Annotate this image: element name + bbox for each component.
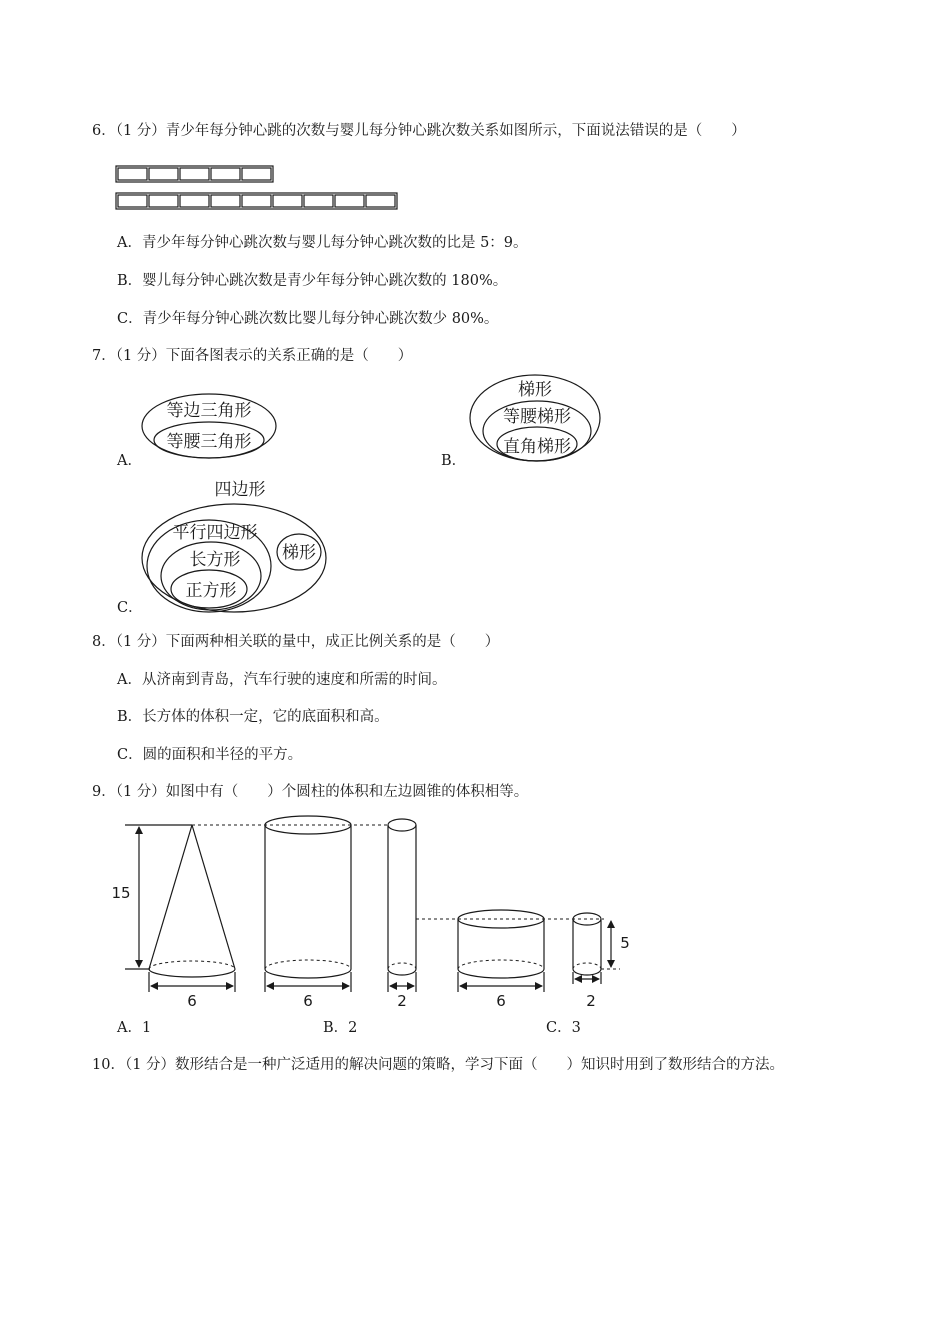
venn-c-rectangle-label: 长方形 (189, 550, 241, 570)
cylinder-4-base-label: 2 (586, 992, 596, 1010)
cylinder-2 (388, 819, 416, 975)
cylinder-3 (458, 910, 544, 978)
q6-option-c[interactable]: C．青少年每分钟心跳次数比婴儿每分钟心跳次数少 80%。 (117, 311, 499, 327)
q6-option-b[interactable]: B．婴儿每分钟心跳次数是青少年每分钟心跳次数的 180%。 (117, 273, 508, 289)
q9-option-a[interactable]: A．1 (117, 1020, 152, 1036)
q7-option-a-letter[interactable]: A． (117, 453, 142, 469)
q6-option-a[interactable]: A．青少年每分钟心跳次数与婴儿每分钟心跳次数的比是 5：9。 (117, 235, 528, 251)
q6-stem: 6．（1 分）青少年每分钟心跳的次数与婴儿每分钟心跳次数关系如图所示，下面说法错误的是（ ） (92, 123, 746, 139)
cylinder-4 (573, 913, 601, 975)
cone-base-label: 6 (187, 992, 197, 1010)
venn-a-inner-label: 等腰三角形 (166, 432, 252, 452)
small-cylinder-height-label: 5 (620, 934, 630, 952)
venn-c-outer-label: 四边形 (214, 480, 266, 500)
venn-a-outer-label: 等边三角形 (166, 401, 252, 421)
venn-c-parallelogram-label: 平行四边形 (172, 523, 258, 543)
venn-c-trapezoid-label: 梯形 (282, 543, 316, 563)
q8-stem: 8．（1 分）下面两种相关联的量中，成正比例关系的是（ ） (92, 634, 500, 650)
q10-stem: 10．（1 分）数形结合是一种广泛适用的解决问题的策略，学习下面（ ）知识时用到了数形结合的方法。 (92, 1057, 785, 1073)
q9-option-b[interactable]: B．2 (323, 1020, 358, 1036)
q7-option-c-letter[interactable]: C． (117, 600, 143, 616)
cylinder-2-base-label: 2 (397, 992, 407, 1010)
cone (149, 825, 235, 977)
q8-option-a[interactable]: A．从济南到青岛，汽车行驶的速度和所需的时间。 (117, 672, 447, 688)
cone-height-label: 15 (111, 884, 131, 902)
q8-option-c[interactable]: C．圆的面积和半径的平方。 (117, 747, 303, 763)
cylinder-1 (265, 816, 351, 978)
cylinder-1-base-label: 6 (303, 992, 313, 1010)
cylinder-3-base-label: 6 (496, 992, 506, 1010)
q8-option-b[interactable]: B．长方体的体积一定，它的底面积和高。 (117, 709, 389, 725)
q9-option-c[interactable]: C．3 (546, 1020, 581, 1036)
q7-stem: 7．（1 分）下面各图表示的关系正确的是（ ） (92, 348, 413, 364)
venn-b-inner-label: 直角梯形 (503, 437, 571, 457)
q7-option-b-letter[interactable]: B． (441, 453, 467, 469)
venn-b-middle-label: 等腰梯形 (503, 407, 571, 427)
venn-c-square-label: 正方形 (185, 581, 237, 601)
venn-b-outer-label: 梯形 (518, 380, 552, 400)
q9-stem: 9．（1 分）如图中有（ ）个圆柱的体积和左边圆锥的体积相等。 (92, 784, 529, 800)
